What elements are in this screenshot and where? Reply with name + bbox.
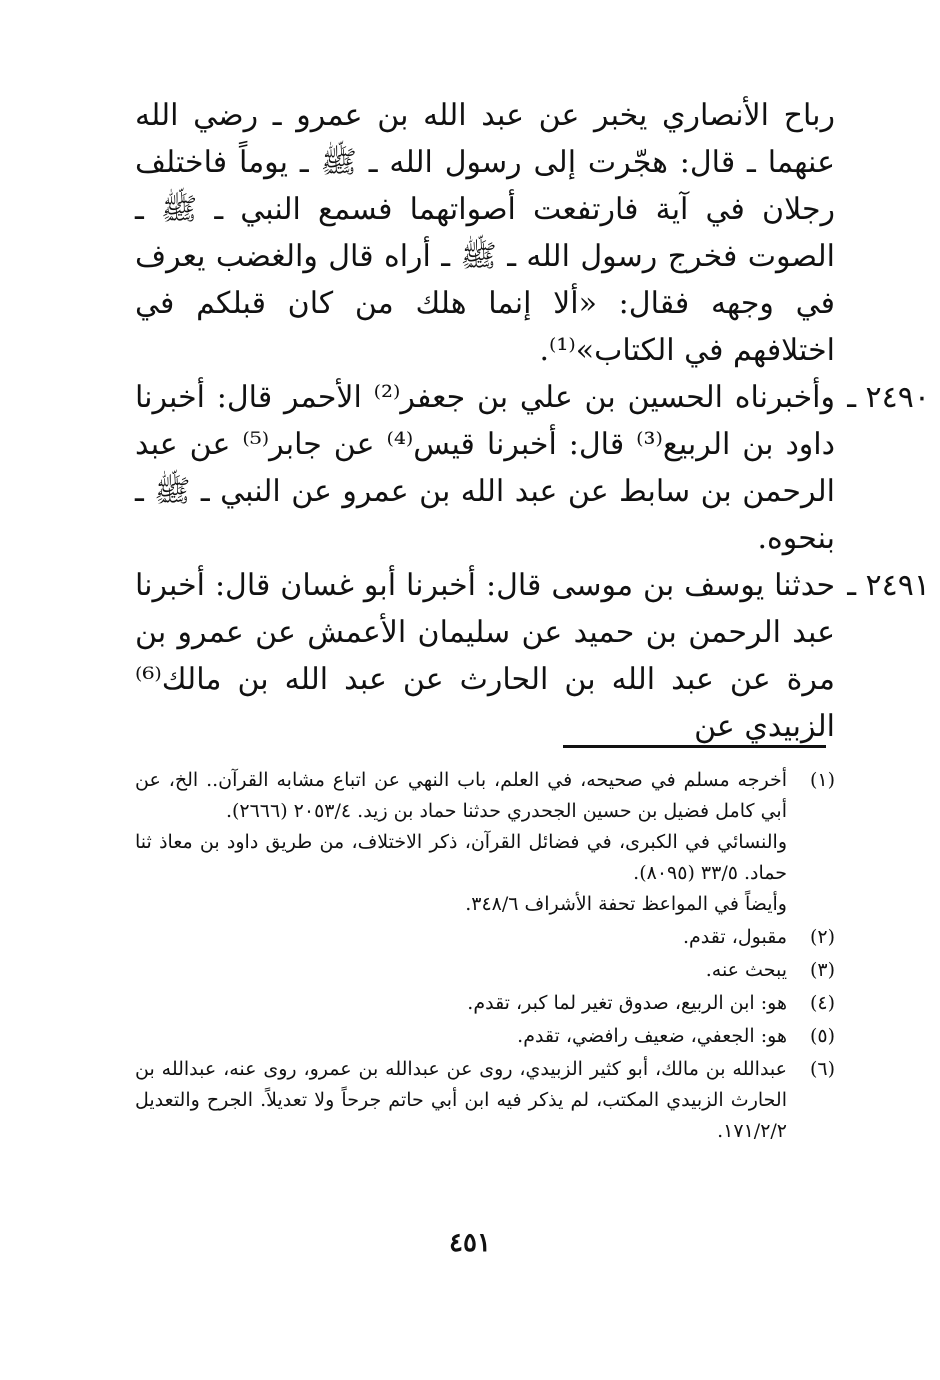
footnote-number: (٦) — [809, 1058, 835, 1080]
footnote-text — [135, 1021, 787, 1052]
footnote-text — [135, 922, 787, 953]
footnote-text — [135, 1054, 787, 1147]
intro-paragraph: رباح الأنصاري يخبر عن عبد الله بن عمرو ـ رضي الله عنهما ـ قال: هجّرت إلى رسول الله ـ ﷺ ـ يوماً فاختلف رجلان في آية فارتفعت أصواتهما فسمع النبي ـ ﷺ ـ الصوت فخرج رسول الله ـ ﷺ ـ أراه قال والغضب يعرف في وجهه فقال: «ألا إنما هلك من كان قبلكم في اختلافهم في الكتاب»⁽¹⁾. — [135, 98, 835, 368]
footnote-3 — [135, 955, 835, 986]
footnote-text — [135, 988, 787, 1019]
footnote-line: عبدالله بن مالك، أبو كثير الزبيدي، روى عن عبدالله بن عمرو، روى عنه، عبدالله بن الحارث الزبيدي المكتب، لم يذكر فيه ابن أبي حاتم جرحاً ولا تعديلاً. الجرح والتعديل ١٧١/٢/٢. — [135, 1058, 787, 1142]
hadith-text: وأخبرناه الحسين بن علي بن جعفر⁽²⁾ الأحمر قال: أخبرنا داود بن الربيع⁽³⁾ قال: أخبرنا قيس⁽⁴⁾ عن جابر⁽⁵⁾ عن عبد الرحمن بن سابط عن عبد الله بن عمرو عن النبي ـ ﷺ ـ بنحوه. — [135, 380, 835, 556]
footnote-1 — [135, 765, 835, 920]
footnote-number: (٤) — [809, 992, 835, 1014]
footnote-6 — [135, 1054, 835, 1147]
footnote-number: (١) — [809, 769, 835, 791]
footnote-number: (٥) — [809, 1025, 835, 1047]
footnotes-list — [135, 765, 835, 1149]
hadith-2491 — [135, 562, 930, 750]
footnote-4 — [135, 988, 835, 1019]
main-text-block — [135, 92, 930, 750]
footnote-line: وأيضاً في المواعظ تحفة الأشراف ٣٤٨/٦. — [465, 893, 787, 915]
hadith-text: حدثنا يوسف بن موسى قال: أخبرنا أبو غسان قال: أخبرنا عبد الرحمن بن حميد عن سليمان الأعمش عن عمرو بن مرة عن عبد الله بن الحارث عن عبد الله بن مالك⁽⁶⁾ الزبيدي عن — [135, 568, 835, 744]
footnote-line: والنسائي في الكبرى، في فضائل القرآن، ذكر الاختلاف، من طريق داود بن معاذ ثنا حماد. ٣٣/٥ (٨٠٩٥). — [135, 831, 787, 884]
footnote-number: (٢) — [809, 926, 835, 948]
footnote-5 — [135, 1021, 835, 1052]
footnote-line: هو: الجعفي، ضعيف رافضي، تقدم. — [517, 1025, 787, 1047]
footnote-text — [135, 955, 787, 986]
footnote-number: (٣) — [809, 959, 835, 981]
footnote-line: مقبول، تقدم. — [683, 926, 787, 948]
page-number: ٤٥١ — [449, 1228, 491, 1258]
footnote-separator — [563, 745, 826, 748]
hadith-number: ٢٤٩٠ ـ — [847, 380, 930, 415]
footnote-line: أخرجه مسلم في صحيحه، في العلم، باب النهي عن اتباع مشابه القرآن.. الخ، عن أبي كامل فضيل بن حسين الجحدري حدثنا حماد بن زيد. ٢٠٥٣/٤ (٢٦٦٦). — [135, 769, 787, 822]
hadith-2490 — [135, 374, 930, 562]
footnote-line: يبحث عنه. — [705, 959, 787, 981]
footnote-text — [135, 765, 787, 920]
footnote-2 — [135, 922, 835, 953]
footnote-line: هو: ابن الربيع، صدوق تغير لما كبر، تقدم. — [467, 992, 787, 1014]
hadith-number: ٢٤٩١ ـ — [847, 568, 930, 603]
